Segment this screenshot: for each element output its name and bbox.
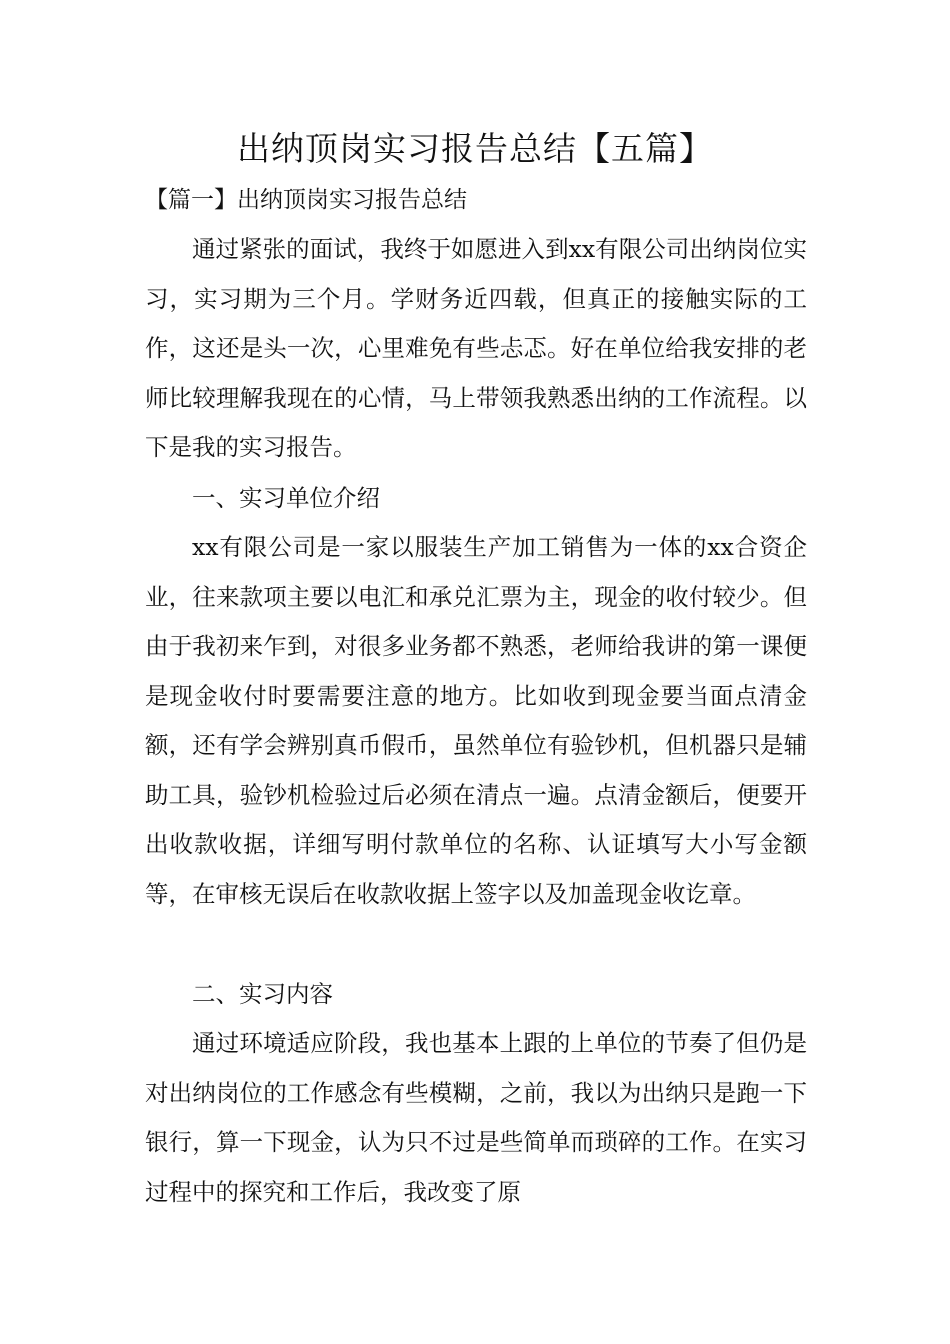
paragraph-content: 通过环境适应阶段，我也基本上跟的上单位的节奏了但仍是对出纳岗位的工作感念有些模糊，之前，我以为出纳只是跑一下银行，算一下现金，认为只不过是些简单而琐碎的工作。在实习过程中的探究和工作后，我改变了原 [145,1029,807,1206]
section-heading-company: 一、实习单位介绍 [192,484,380,512]
paragraph-intro: 通过紧张的面试，我终于如愿进入到xx有限公司出纳岗位实习，实习期为三个月。学财务近四载，但真正的接触实际的工作，这还是头一次，心里难免有些忐忑。好在单位给我安排的老师比较理解我现在的心情，马上带领我熟悉出纳的工作流程。以下是我的实习报告。 [145,235,807,461]
document-title: 出纳顶岗实习报告总结【五篇】 [237,129,713,168]
section-heading-content: 二、实习内容 [192,980,333,1008]
section-subtitle: 【篇一】出纳顶岗实习报告总结 [145,187,467,213]
paragraph-company: xx有限公司是一家以服装生产加工销售为一体的xx合资企业，往来款项主要以电汇和承兑汇票为主，现金的收付较少。但由于我初来乍到，对很多业务都不熟悉，老师给我讲的第一课便是现金收付时要需要注意的地方。比如收到现金要当面点清金额，还有学会辨别真币假币，虽然单位有验钞机，但机器只是辅助工具，验钞机检验过后必须在清点一遍。点清金额后，便要开出收款收据，详细写明付款单位的名称、认证填写大小写金额等，在审核无误后在收款收据上签字以及加盖现金收讫章。 [145,533,807,908]
